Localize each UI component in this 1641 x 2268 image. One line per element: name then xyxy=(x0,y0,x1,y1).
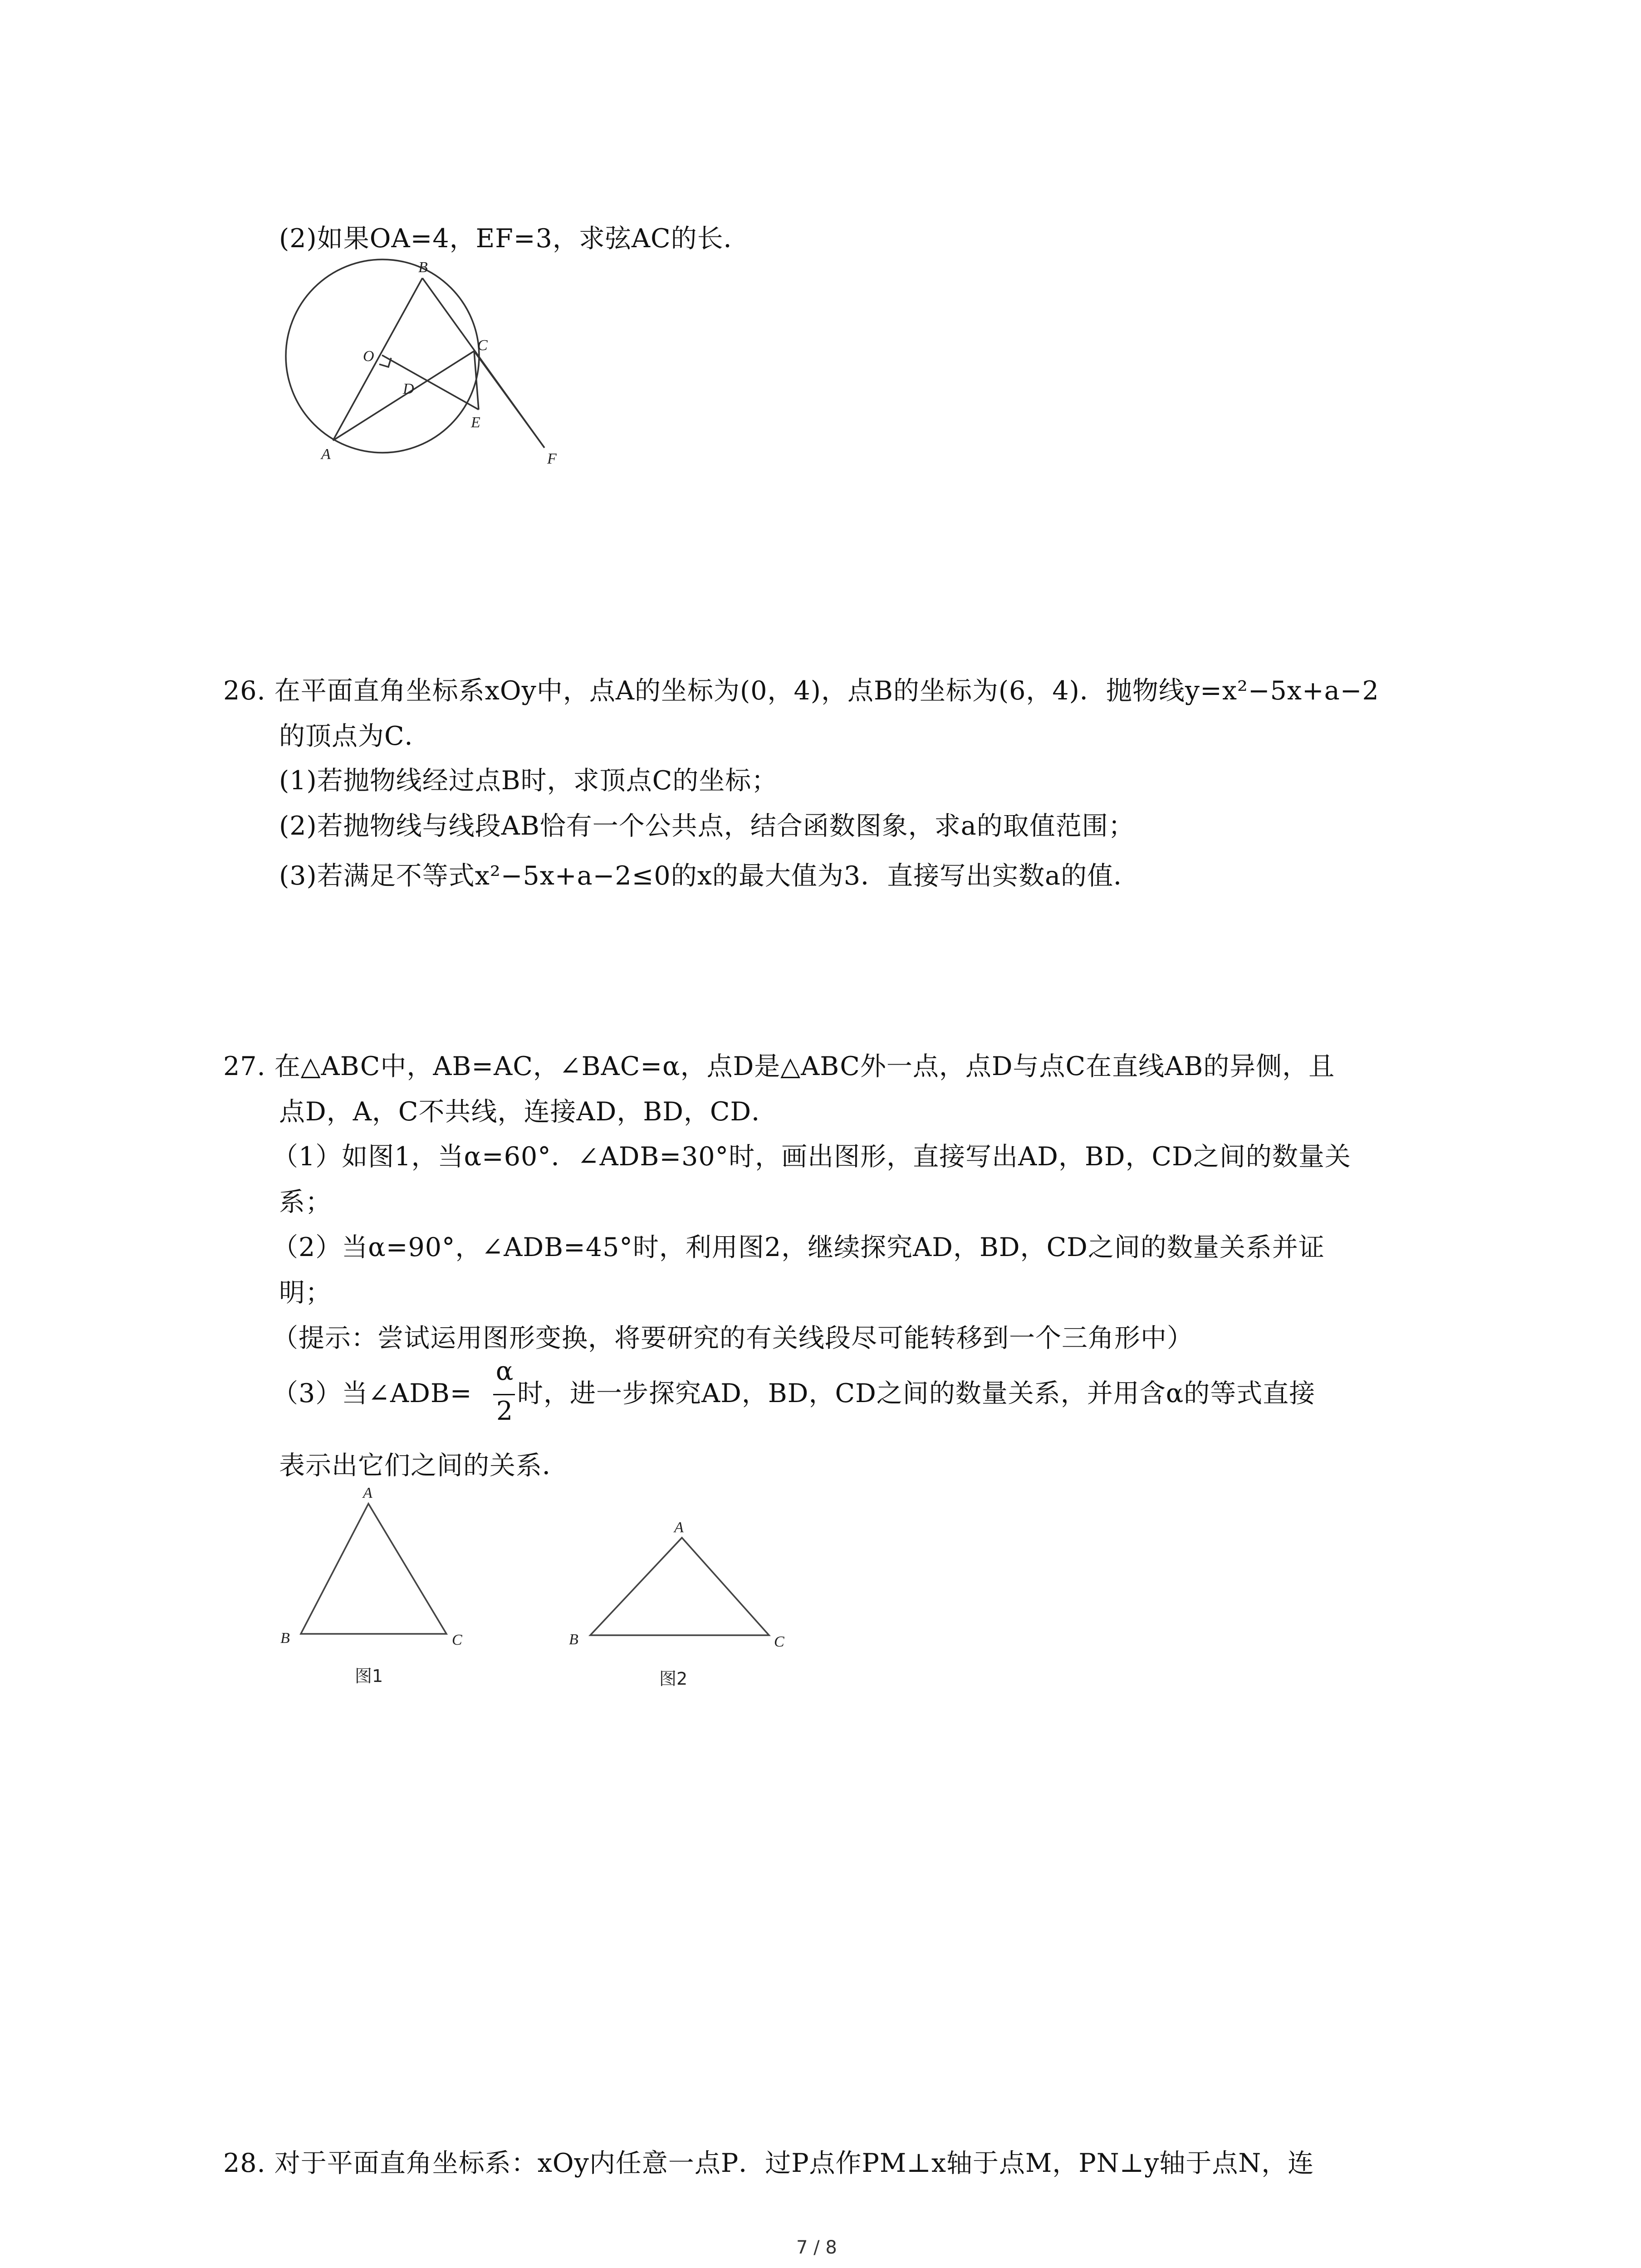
q27-part3-fraction-denominator: 2 xyxy=(496,1396,513,1426)
q26-part3: (3)若满足不等式x²−5x+a−2≤0的x的最大值为3．直接写出实数a的值． xyxy=(279,861,1140,891)
q27-part2-a: （2）当α=90°，∠ADB=45°时，利用图2，继续探究AD，BD，CD之间的数量关系并证 xyxy=(272,1232,1325,1262)
q27-figure-1 xyxy=(272,1483,508,1656)
q27-fig1-label-a: A xyxy=(363,1485,372,1501)
q26-part1: (1)若抛物线经过点B时，求顶点C的坐标； xyxy=(279,766,778,796)
q25-label-o: O xyxy=(363,348,374,365)
q27-fig2-label-b: B xyxy=(569,1631,578,1648)
q27-part2-b: 明； xyxy=(279,1278,332,1308)
q27-part3-fraction-bar xyxy=(493,1394,515,1395)
q26-line1: 26. 在平面直角坐标系xOy中，点A的坐标为(0，4)，点B的坐标为(6，4)．抛物线y=x²−5x+a−2 xyxy=(223,676,1379,706)
q25-label-e: E xyxy=(471,414,480,431)
q27-figure-2 xyxy=(563,1515,798,1665)
q27-fig2-label-a: A xyxy=(674,1519,684,1536)
q28-line1: 28. 对于平面直角坐标系：xOy内任意一点P．过P点作PM⊥x轴于点M，PN⊥y轴于点N，连 xyxy=(223,2148,1314,2178)
q27-fig1-label-b: B xyxy=(280,1630,290,1647)
q27-hint: （提示：尝试运用图形变换，将要研究的有关线段尽可能转移到一个三角形中） xyxy=(272,1323,1193,1353)
q25-part2: (2)如果OA=4，EF=3，求弦AC的长． xyxy=(279,224,750,254)
q27-fig2-caption: 图2 xyxy=(659,1669,688,1689)
q27-part3-b: 表示出它们之间的关系． xyxy=(279,1451,568,1481)
q26-line2: 的顶点为C． xyxy=(279,721,431,751)
q27-fig2-label-c: C xyxy=(774,1633,784,1650)
q27-part1-a: （1）如图1，当α=60°．∠ADB=30°时，画出图形，直接写出AD，BD，CD之间的数量关 xyxy=(272,1142,1351,1172)
q27-fig1-label-c: C xyxy=(452,1632,462,1648)
q27-part3-fraction-numerator: α xyxy=(495,1356,514,1386)
q25-label-c: C xyxy=(477,337,488,354)
q27-line1: 27. 在△ABC中，AB=AC，∠BAC=α，点D是△ABC外一点，点D与点C在直线AB的异侧，且 xyxy=(223,1051,1335,1081)
q25-label-b: B xyxy=(418,259,428,276)
q27-fig1-caption: 图1 xyxy=(355,1666,383,1686)
q25-label-d: D xyxy=(403,381,414,397)
q25-label-f: F xyxy=(547,450,557,467)
q27-part1-b: 系； xyxy=(279,1187,332,1217)
q27-part3-post: 时，进一步探究AD，BD，CD之间的数量关系，并用含α的等式直接 xyxy=(517,1378,1316,1408)
q25-label-a: A xyxy=(321,446,331,463)
q27-part3-pre: （3）当∠ADB= xyxy=(272,1378,472,1408)
q25-circle-figure xyxy=(272,254,572,481)
q27-line2: 点D，A，C不共线，连接AD，BD，CD． xyxy=(279,1097,778,1127)
page-number: 7 / 8 xyxy=(796,2237,837,2258)
q26-part2: (2)若抛物线与线段AB恰有一个公共点，结合函数图象，求a的取值范围； xyxy=(279,811,1135,841)
